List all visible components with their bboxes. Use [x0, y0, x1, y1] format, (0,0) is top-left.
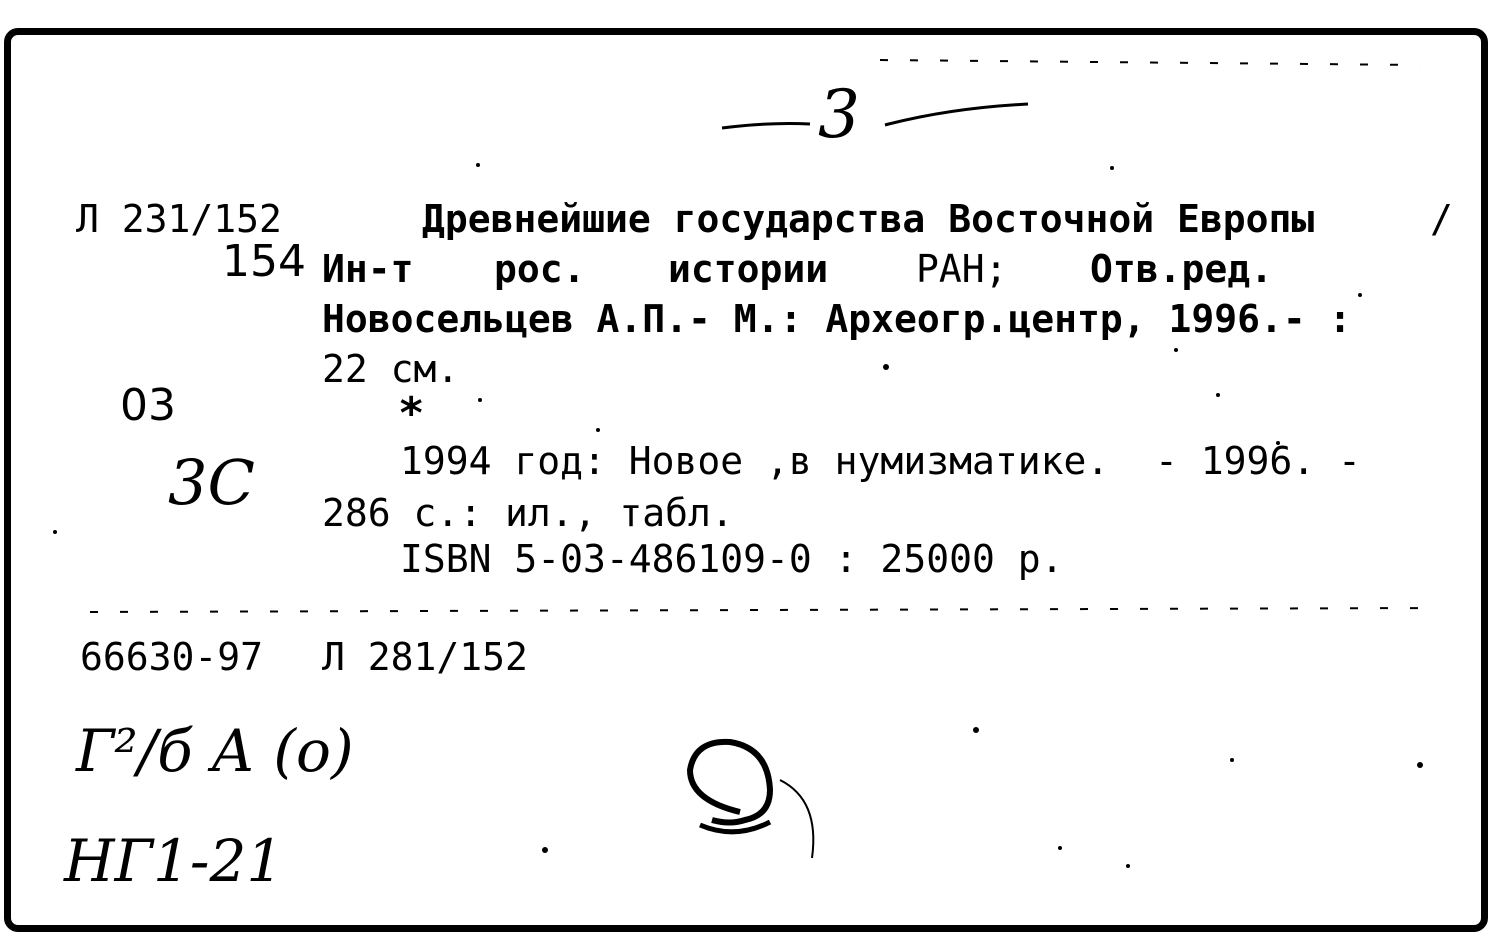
asterisk: * — [398, 388, 425, 439]
shelf-mark-top: Л 231/152 — [76, 197, 282, 241]
handwritten-3c: 3С — [168, 446, 255, 519]
line2-history: истории — [668, 247, 829, 291]
title-line: Древнейшие государства Восточной Европы — [422, 197, 1315, 241]
line4-size: 22 см. — [322, 347, 460, 391]
line2-ran: РАН; — [916, 247, 1008, 291]
line5-series: 1994 год: Новое ,в нумизматике. - 1996. - — [400, 439, 1361, 483]
shelf-mark-correction: 154 — [222, 236, 306, 287]
page-number: 3 — [818, 76, 860, 153]
accession-number: 66630-97 — [80, 635, 264, 679]
code-03: 03 — [120, 380, 176, 431]
line2-ros: рос. — [494, 247, 586, 291]
line3-author-publisher: Новосельцев А.П.- М.: Археогр.центр, 1996.- : — [322, 297, 1352, 341]
line6-pages: 286 с.: ил., табл. — [322, 491, 734, 535]
shelf-mark-bottom: Л 281/152 — [322, 635, 528, 679]
title-slash: / — [1430, 197, 1453, 241]
line2-editor: Отв.ред. — [1090, 247, 1274, 291]
handwritten-note-2: НГ1-21 — [64, 827, 284, 895]
isbn-line: ISBN 5-03-486109-0 : 25000 р. — [400, 537, 1064, 581]
line2-institute: Ин-т — [322, 247, 414, 291]
handwritten-note-1: Г²/б А (о) — [76, 717, 354, 785]
